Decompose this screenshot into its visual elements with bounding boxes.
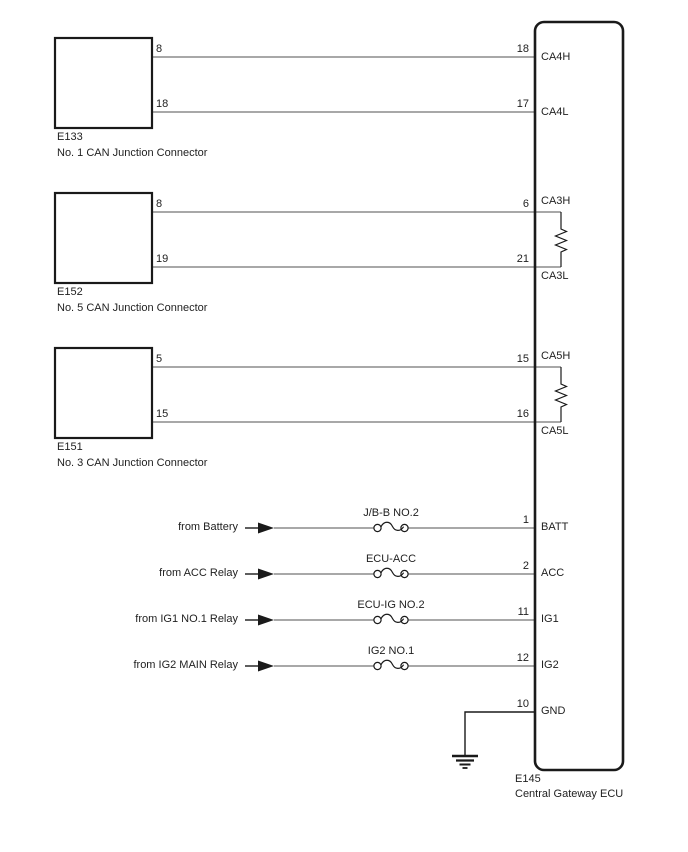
- connector-id: E152: [57, 286, 83, 298]
- ecu-pin-number: 1: [522, 514, 529, 526]
- fuse-icon-ecu-acc: [374, 568, 408, 577]
- connector-box-e151: [55, 348, 152, 438]
- resistor-icon-ca3: [556, 212, 567, 267]
- connector-id: E151: [57, 441, 83, 453]
- ecu-terminal-label: GND: [541, 705, 566, 717]
- ecu-terminal-label: IG1: [541, 613, 559, 625]
- connector-pin-number: 8: [156, 198, 163, 210]
- ecu-pin-number: 16: [516, 408, 529, 420]
- fuse-icon-jbb-no2: [374, 522, 408, 531]
- power-source-label: from IG1 NO.1 Relay: [135, 613, 238, 625]
- resistor-icon-ca5: [556, 367, 567, 422]
- ecu-pin-number: 12: [516, 652, 529, 664]
- ecu-id: E145: [515, 773, 541, 785]
- fuse-icon-ecu-ig-no2: [374, 614, 408, 623]
- ecu-pin-number: 10: [516, 698, 529, 710]
- ecu-pin-number: 2: [522, 560, 529, 572]
- connector-name: No. 5 CAN Junction Connector: [57, 302, 208, 314]
- ecu-pin-number: 11: [517, 606, 529, 618]
- ecu-terminal-label: CA4H: [541, 51, 571, 63]
- connector-pin-number: 15: [156, 408, 169, 420]
- ecu-terminal-label: BATT: [541, 521, 569, 533]
- connector-id: E133: [57, 131, 83, 143]
- connector-pin-number: 5: [156, 353, 163, 365]
- ecu-pin-number: 17: [516, 98, 529, 110]
- ecu-pin-number: 15: [516, 353, 529, 365]
- ecu-pin-number: 18: [516, 43, 529, 55]
- connector-pin-number: 8: [156, 43, 163, 55]
- connector-box-e133: [55, 38, 152, 128]
- power-source-label: from ACC Relay: [159, 567, 238, 579]
- ground-icon: [452, 712, 535, 768]
- connector-name: No. 1 CAN Junction Connector: [57, 147, 208, 159]
- ecu-terminal-label: CA5H: [541, 350, 571, 362]
- ecu-terminal-label: ACC: [541, 567, 565, 579]
- arrow-icon-ig2: [258, 661, 274, 672]
- ecu-pin-number: 21: [516, 253, 529, 265]
- connector-box-e152: [55, 193, 152, 283]
- ecu-name: Central Gateway ECU: [515, 788, 624, 800]
- ecu-terminal-label: IG2: [541, 659, 559, 671]
- power-source-label: from IG2 MAIN Relay: [133, 659, 238, 671]
- power-source-label: from Battery: [178, 521, 238, 533]
- ecu-terminal-label: CA3H: [541, 195, 571, 207]
- fuse-icon-ig2-no1: [374, 660, 408, 669]
- fuse-name: IG2 NO.1: [367, 645, 415, 657]
- connector-name: No. 3 CAN Junction Connector: [57, 457, 208, 469]
- fuse-name: ECU-ACC: [365, 553, 417, 565]
- ecu-terminal-label: CA4L: [541, 106, 569, 118]
- arrow-icon-batt: [258, 523, 274, 534]
- arrow-icon-ig1: [258, 615, 274, 626]
- connector-pin-number: 19: [156, 253, 169, 265]
- ecu-terminal-label: CA3L: [541, 270, 569, 282]
- fuse-name: J/B-B NO.2: [363, 507, 419, 519]
- ecu-pin-number: 6: [522, 198, 529, 210]
- arrow-group: [258, 523, 274, 672]
- ecu-terminal-label: CA5L: [541, 425, 569, 437]
- arrow-icon-acc: [258, 569, 274, 580]
- fuse-name: ECU-IG NO.2: [357, 599, 425, 611]
- connector-pin-number: 18: [156, 98, 169, 110]
